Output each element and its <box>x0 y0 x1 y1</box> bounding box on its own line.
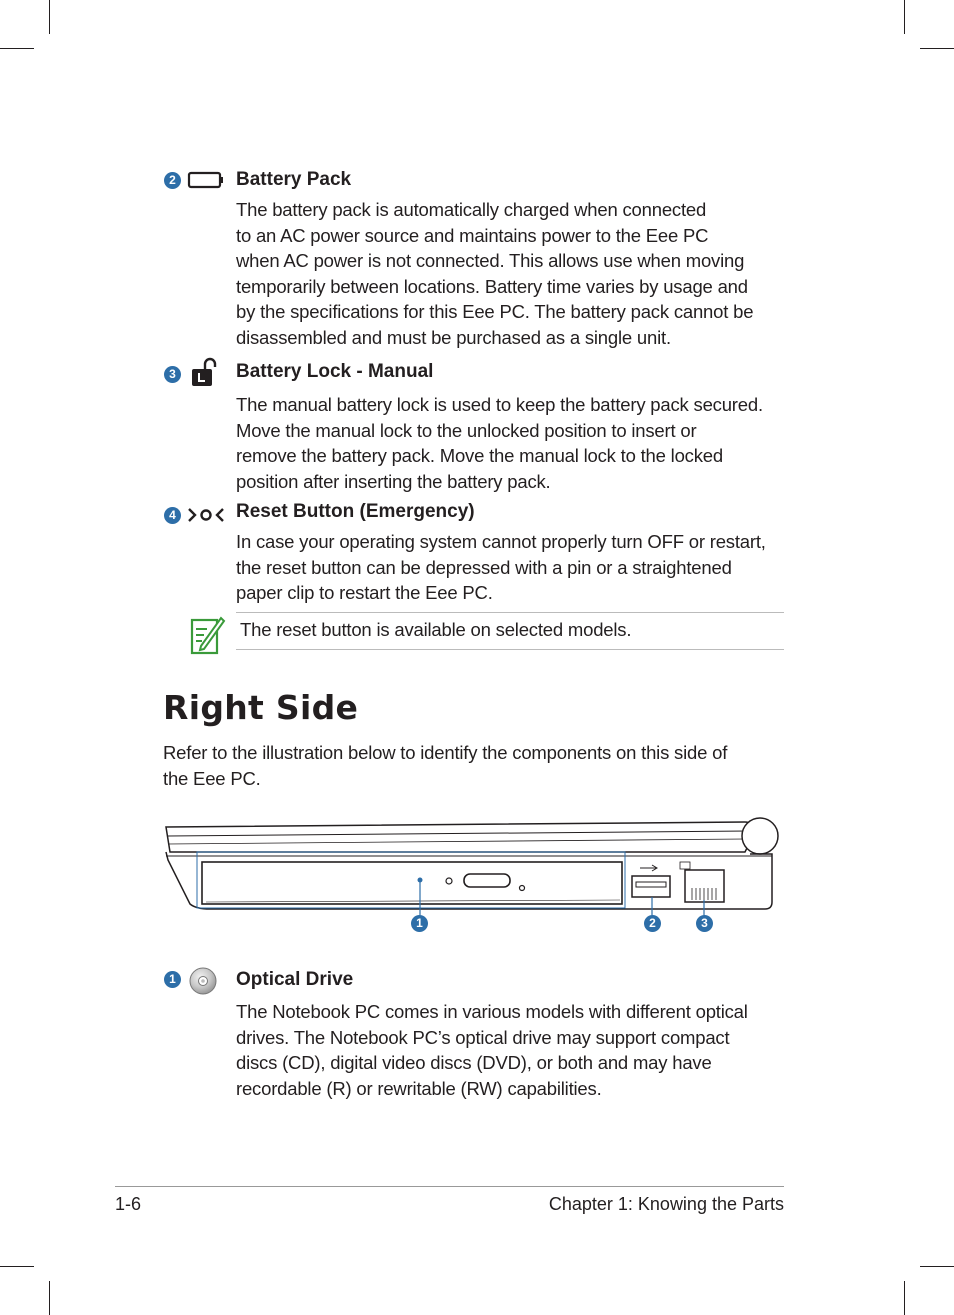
text-line: the Eee PC. <box>163 767 261 789</box>
illustration-callout: 1 <box>411 915 428 932</box>
text-line: The manual battery lock is used to keep the battery pack secured. <box>236 394 763 415</box>
text-line: recordable (R) or rewritable (RW) capabilities. <box>236 1077 602 1099</box>
text-line: Move the manual lock to the unlocked position to insert or <box>236 419 697 441</box>
crop-mark <box>920 48 954 49</box>
crop-mark <box>0 1266 34 1267</box>
item-description <box>236 392 796 494</box>
text-line: The Notebook PC comes in various models with different optical <box>236 1001 748 1022</box>
callout-number: 4 <box>164 507 181 524</box>
footer-rule <box>115 1186 784 1187</box>
item-title: Reset Button (Emergency) <box>236 501 475 522</box>
crop-mark <box>904 0 905 34</box>
callout-number: 1 <box>164 971 181 988</box>
text-line: discs (CD), digital video discs (DVD), or both and may have <box>236 1052 712 1073</box>
text-line: The battery pack is automatically charged when connected <box>236 199 707 220</box>
text-line: Refer to the illustration below to identify the components on this side of <box>163 742 728 763</box>
crop-mark <box>0 48 34 49</box>
note-text: The reset button is available on selected models. <box>240 619 632 640</box>
item-title: Battery Lock - Manual <box>236 361 434 382</box>
crop-mark <box>49 0 50 34</box>
text-line: remove the battery pack. Move the manual lock to the locked <box>236 445 723 466</box>
text-line: position after inserting the battery pack. <box>236 470 551 492</box>
item-description <box>236 529 796 606</box>
text-line: disassembled and must be purchased as a single unit. <box>236 326 671 348</box>
note-top-rule <box>236 612 784 613</box>
item-title: Battery Pack <box>236 169 352 190</box>
unlock-icon <box>189 356 219 388</box>
reset-icon <box>187 506 225 524</box>
item-description <box>236 197 796 350</box>
optical-disc-icon <box>188 966 218 996</box>
section-title: Right Side <box>163 688 359 727</box>
text-line: to an AC power source and maintains power to the Eee PC <box>236 224 709 246</box>
text-line: the reset button can be depressed with a pin or a straightened <box>236 556 732 578</box>
item-title: Optical Drive <box>236 969 354 990</box>
text-line: paper clip to restart the Eee PC. <box>236 582 493 603</box>
crop-mark <box>49 1281 50 1315</box>
callout-number: 2 <box>164 172 181 189</box>
crop-mark <box>920 1266 954 1267</box>
item-description <box>236 999 796 1101</box>
text-line: In case your operating system cannot properly turn OFF or restart, <box>236 531 766 552</box>
page-number: 1-6 <box>115 1194 142 1214</box>
section-intro <box>163 740 783 791</box>
text-line: temporarily between locations. Battery time varies by usage and <box>236 275 748 297</box>
illustration-callout: 3 <box>696 915 713 932</box>
note-bottom-rule <box>236 649 784 650</box>
callout-number: 3 <box>164 366 181 383</box>
chapter-title: Chapter 1: Knowing the Parts <box>548 1194 784 1214</box>
text-line: by the specifications for this Eee PC. The battery pack cannot be <box>236 301 754 322</box>
illustration-callout: 2 <box>644 915 661 932</box>
note-icon <box>189 614 227 656</box>
crop-mark <box>904 1281 905 1315</box>
text-line: when AC power is not connected. This allows use when moving <box>236 250 745 271</box>
text-line: drives. The Notebook PC’s optical drive may support compact <box>236 1026 730 1048</box>
battery-icon <box>187 170 225 190</box>
